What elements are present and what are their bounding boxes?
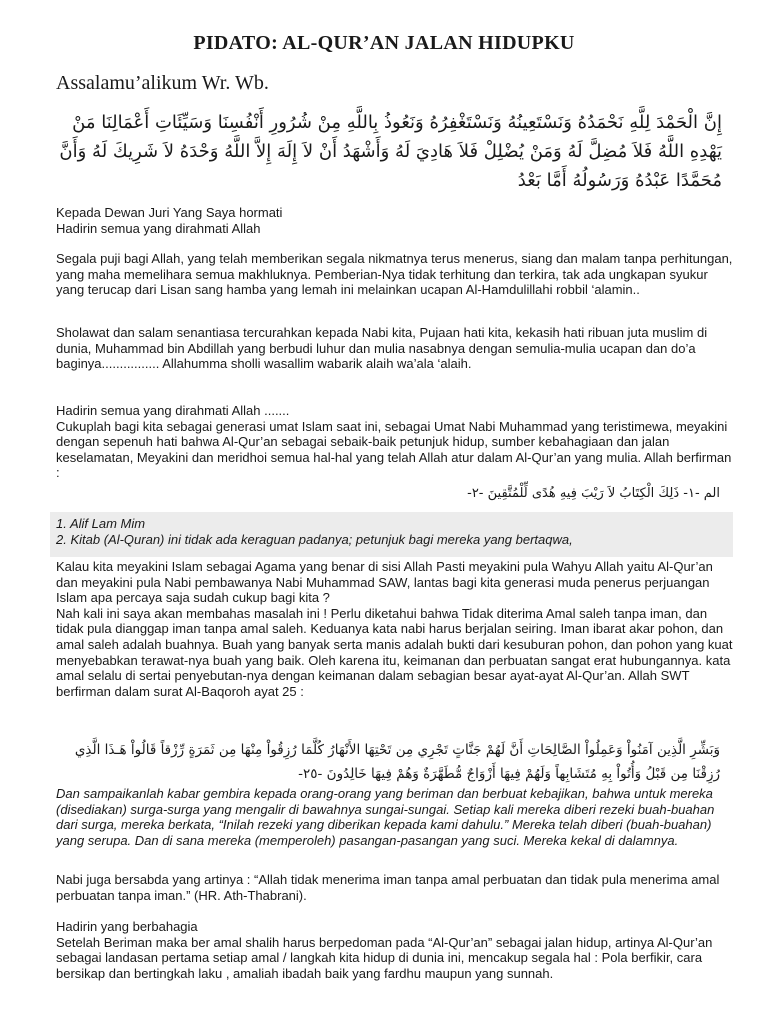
- greeting-line-juri: Kepada Dewan Juri Yang Saya hormati: [56, 205, 283, 220]
- translation-verse-1-2: 1. Alif Lam Mim 2. Kitab (Al-Quran) ini tidak ada keraguan padanya; petunjuk bagi mereka yang bertaqwa,: [56, 516, 573, 547]
- greeting-line-hadirin: Hadirin semua yang dirahmati Allah: [56, 220, 261, 236]
- page-title: PIDATO: AL-QUR’AN JALAN HIDUPKU: [193, 32, 575, 54]
- paragraph-sabda-nabi: Nabi juga bersabda yang artinya : “Allah tidak menerima iman tanpa amal perbuatan dan tidak pula menerima amal perbuatan tanpa iman.” (HR. Ath-Thabrani).: [56, 872, 720, 903]
- paragraph-sholawat: Sholawat dan salam senantiasa tercurahkan kepada Nabi kita, Pujaan hati kita, kekasih hati ribuan juta muslim di dunia, Muhammad bin Abdillah yang berbudi luhur dan mulia nasabnya dengan semulia-mulia ucapan dan do’a baginya................ Allahumma sholli wasallim wabarik alaih wa’ala ‘alaih.: [56, 325, 708, 372]
- greeting-block: [56, 205, 736, 236]
- paragraph-berbahagia: Hadirin yang berbahagia Setelah Beriman maka ber amal shalih harus berpedoman pada “Al-Qur’an” sebagai jalan hidup, artinya Al-Qur’an sebagai landasan pertama setiap amal / langkah kita hidup di dunia ini, mencakup segala hal : Pola berfikir, cara bersikap dan bertingkah laku , amaliah ibadah baik yang fardhu maupun yang sunnah.: [56, 919, 713, 981]
- paragraph-hadirin: Hadirin semua yang dirahmati Allah ....... Cukuplah bagi kita sebagai generasi umat Islam saat ini, sebagai Umat Nabi Muhammad yang teristimewa, meyakini dengan sepenuh hati bahwa Al-Qur’an sebagai sebaik-baik petunjuk hidup, sumber kebahagiaan dan jalan keselamatan, Meyakini dan meridhoi semua hal-hal yang telah Allah atur dalam Al-Qur’an yang mulia. Allah berfirman :: [56, 403, 732, 481]
- paragraph-kalau: Kalau kita meyakini Islam sebagai Agama yang benar di sisi Allah Pasti meyakini pula Wahyu Allah yaitu Al-Qur’an dan meyakini pula Nabi pembawanya Nabi Muhammad SAW, lantas bagi kita generasi muda penerus perjuangan Islam apa percaya saja sudah cukup bagi kita ? Nah kali ini saya akan membahas masalah ini ! Perlu diketahui bahwa Tidak diterima Amal saleh tanpa iman, dan tidak pula dianggap iman tanpa amal saleh. Keduanya kata nabi harus berjalan seiring. Iman ibarat akar pohon, dan amal saleh adalah buahnya. Buah yang banyak serta manis adalah bukti dari kesuburan pohon, dan pohon yang kuat menyebabkan terawat-nya buah yang baik. Oleh karena itu, keimanan dan perbuatan sangat erat hubungannya. kata amal selalu di sertai penyebutan-nya dengan keimanan dalam sebagian besar ayat-ayat Al-Qur’an. Allah SWT berfirman dalam surat Al-Baqoroh ayat 25 :: [56, 559, 733, 699]
- salam-heading: Assalamu’alikum Wr. Wb.: [56, 72, 269, 94]
- translation-verse-25: Dan sampaikanlah kabar gembira kepada orang-orang yang beriman dan berbuat kebajikan, bahwa untuk mereka (disediakan) surga-surga yang mengalir di bawahnya sungai-sungai. Setiap kali mereka diberi rezeki buah-buahan dari surga, mereka berkata, “Inilah rezeki yang diberikan kepada kami dahulu.” Mereka telah diberi (buah-buahan) yang serupa. Dan di sana mereka (memperoleh) pasangan-pasangan yang suci. Mereka kekal di dalamnya.: [56, 786, 715, 848]
- arabic-verse-al-baqarah-25: وَبَشِّرِ الَّذِين آمَنُواْ وَعَمِلُواْ الصَّالِحَاتِ أَنَّ لَهُمْ جَنَّاتٍ تَجْرِي مِن تَحْتِهَا الأَنْهَارُ كُلَّمَا رُزِقُواْ مِنْهَا مِن ثَمَرَةٍ رِّزْقاً قَالُواْ هَـذَا الَّذِي رُزِقْنَا مِن قَبْلُ وَأُتُواْ بِهِ مُتَشَابِهاً وَلَهُمْ فِيهَا أَزْوَاجٌ مُّطَهَّرَةٌ وَهُمْ فِيهَا خَالِدُونَ -٢٥-: [74, 742, 720, 782]
- paragraph-puji: Segala puji bagi Allah, yang telah memberikan segala nikmatnya terus menerus, siang dan malam tanpa perhitungan, yang maha memelihara semua makhluknya. Pemberian-Nya tidak terhitung dan terkira, tak ada ungkapan syukur yang terucap dari Lisan sang hamba yang lemah ini melainkan ucapan Al-Hamdulillahi robbil ‘alamin..: [56, 251, 733, 298]
- arabic-opening-prayer: إِنَّ الْحَمْدَ لِلَّهِ نَحْمَدُهُ وَنَسْتَعِينُهُ وَنَسْتَغْفِرُهُ وَنَعُوذُ بِاللَّهِ مِنْ شُرُورِ أَنْفُسِنَا وَسَيِّئَاتِ أَعْمَالِنَا مَنْ يَهْدِهِ اللَّهُ فَلاَ مُضِلَّ لَهُ وَمَنْ يُضْلِلْ فَلاَ هَادِيَ لَهُ وَأَشْهَدُ أَنْ لاَ إِلَهَ إِلاَّ اللَّهُ وَحْدَهُ لاَ شَرِيكَ لَهُ وَأَنَّ مُحَمَّدًا عَبْدُهُ وَرَسُولُهُ أَمَّا بَعْدُ: [59, 112, 722, 191]
- arabic-verse-al-baqarah-1-2: الم -١- ذَلِكَ الْكِتَابُ لاَ رَيْبَ فِيهِ هُدًى لِّلْمُتَّقِينَ -٢-: [467, 486, 720, 501]
